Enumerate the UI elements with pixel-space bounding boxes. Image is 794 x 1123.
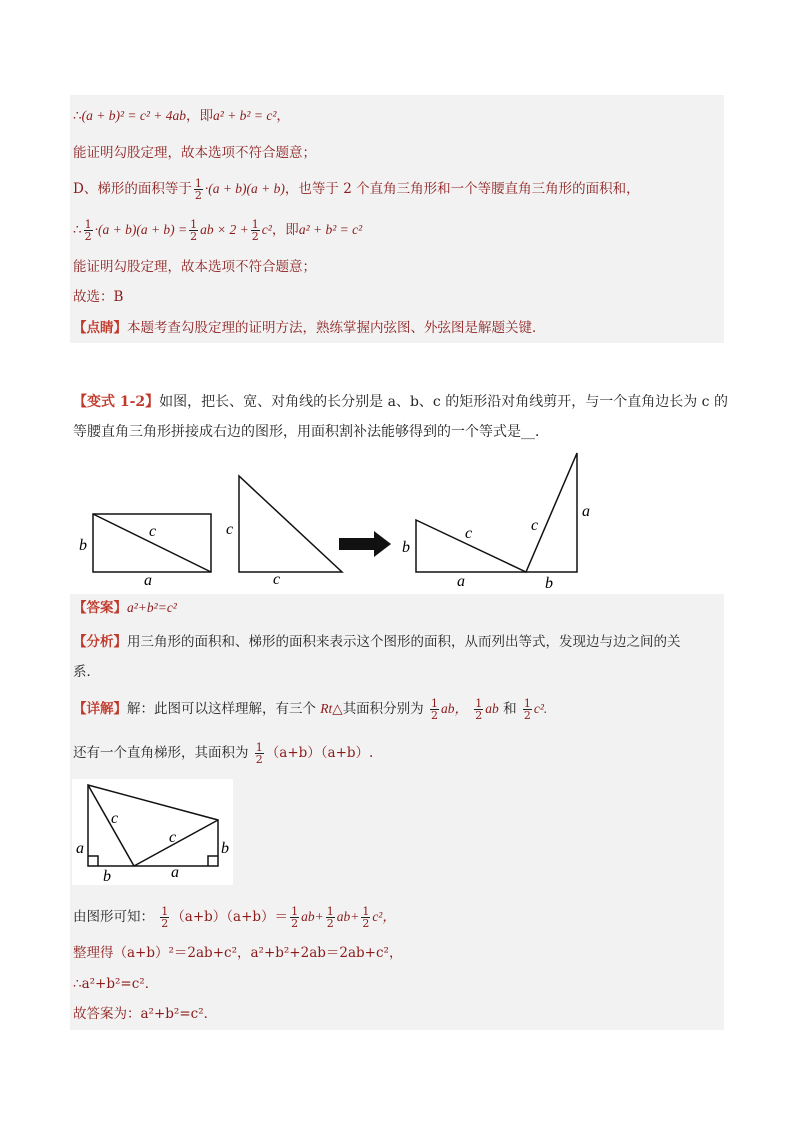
equation-line-2: ∴ $\frac{1}{2}$ ·(a + b)(a + b) = $\frac{1}{2}$ ab × 2 + $\frac{1}{2}$ c²，即a² + b² = c² [73,218,363,243]
combined-figure-shape [416,453,577,572]
rect-label-c: c [149,523,157,540]
combo-label-c-right: c [531,517,539,534]
tri-label-c-bottom: c [273,571,281,588]
trap-label-b-right: b [221,840,229,857]
trap-label-c-1: c [111,810,119,827]
combo-label-b-bottom: b [545,575,553,592]
equation-line-1: ∴(a + b)² = c² + 4ab，即a² + b² = c²， [73,108,290,124]
conclusion-line-1: 能证明勾股定理，故本选项不符合题意； [73,145,316,161]
trap-label-c-2: c [169,829,177,846]
analysis-line-2: 系． [73,664,100,680]
trap-label-a-bottom: a [171,864,179,881]
combo-label-a-bottom: a [457,573,465,590]
isosceles-triangle-shape [239,476,342,572]
simplify-line: 整理得（a+b）²＝2ab+c²，a²+b²+2ab＝2ab+c²， [73,945,403,961]
from-figure-line: 由图形可知： $\frac{1}{2}$ （a+b）（a+b）＝ $\frac{1}{2}$ ab+ $\frac{1}{2}$ ab+ $\frac{1}{2}$ c²， [73,905,396,930]
therefore-line: ∴a²+b²=c²． [73,976,159,992]
trap-label-a-left: a [76,840,84,857]
trapezoid-line: 还有一个直角梯形，其面积为 $\frac{1}{2}$ （a+b）（a+b）. [73,741,374,766]
conclusion-line-2: 能证明勾股定理，故本选项不符合题意； [73,259,316,275]
arrow-icon [339,531,391,557]
problem-line-1: 【变式 1-2】如图，把长、宽、对角线的长分别是 a、b、c 的矩形沿对角线剪开，与一个直角边长为 c 的 [73,394,728,410]
comment-line: 【点睛】本题考查勾股定理的证明方法，熟练掌握内弦图、外弦图是解题关键． [73,320,546,336]
trapezoid-figure-bg [72,779,233,885]
rect-label-a: a [144,572,152,589]
combo-label-a-right: a [582,503,590,520]
detail-line: 【详解】解：此图可以这样理解，有三个 Rt△其面积分别为 $\frac{1}{2}$ ab， $\frac{1}{2}$ ab 和 $\frac{1}{2}$ c². [73,697,548,722]
answer-line: 【答案】a²+b²=c² [73,600,177,616]
choice-line: 故选：B [73,289,124,305]
final-answer-line: 故答案为：a²+b²=c²． [73,1006,218,1022]
combo-label-b-left: b [402,539,410,556]
analysis-line-1: 【分析】用三角形的面积和、梯形的面积来表示这个图形的面积，从而列出等式，发现边与边之间的关 [73,634,681,650]
tri-label-c-left: c [226,521,234,538]
rectangle-shape [93,514,211,572]
option-d-line: D、梯形的面积等于 $\frac{1}{2}$ ·(a + b)(a + b)，也等于 2 个直角三角形和一个等腰直角三角形的面积和， [73,177,640,202]
trap-label-b-bottom: b [103,868,111,885]
combo-label-c-left: c [465,525,473,542]
problem-line-2: 等腰直角三角形拼接成右边的图形，用面积割补法能够得到的一个等式是__． [73,424,549,440]
rect-label-b: b [79,537,87,554]
